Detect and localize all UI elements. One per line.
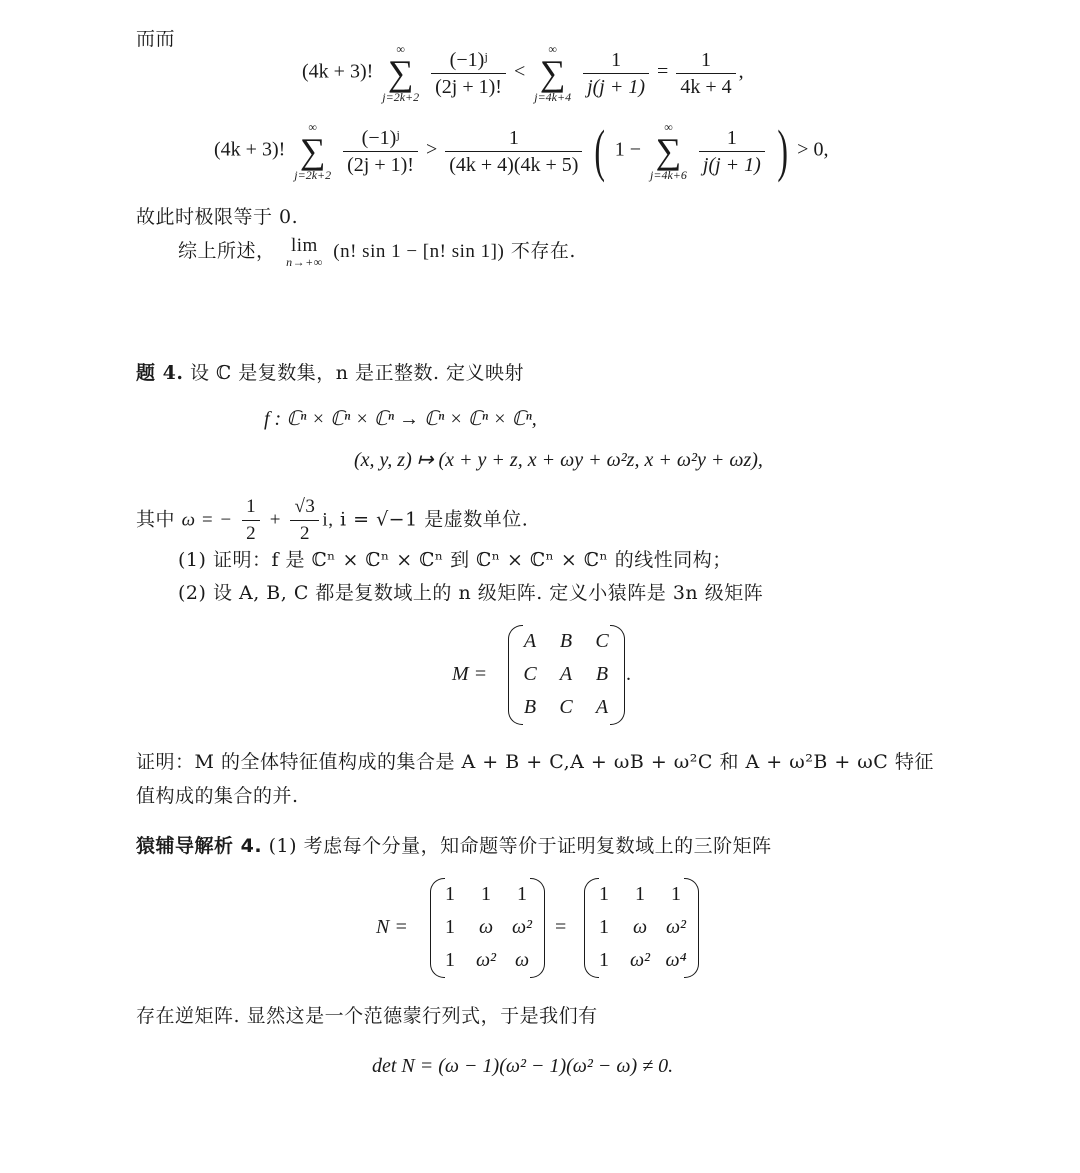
eq1-frac2-num: 1 xyxy=(583,49,649,74)
eq1-lhs: (4k + 3)! xyxy=(302,60,374,83)
eq1-frac3-num: 1 xyxy=(676,49,735,74)
matrix-M xyxy=(508,625,620,724)
eq2-sum2-sub: j=4k+6 xyxy=(650,168,687,182)
eq2-frac1-num: (−1)ʲ xyxy=(343,127,418,152)
matrix-N-cell: ω xyxy=(478,916,494,938)
eq1-rel1: < xyxy=(513,60,526,83)
matrix-N2-cell: 1 xyxy=(671,883,681,905)
map-line-1: f : ℂⁿ × ℂⁿ × ℂⁿ → ℂⁿ × ℂⁿ × ℂⁿ, xyxy=(264,408,537,430)
eq1-sum1-sub: j=2k+2 xyxy=(382,90,420,104)
right-paren-icon: ) xyxy=(777,118,788,183)
eq2-lhs: (4k + 3)! xyxy=(214,138,286,161)
eq2-frac3-num: 1 xyxy=(699,127,765,152)
eq1-frac1 xyxy=(431,49,506,98)
eq2-frac2 xyxy=(445,127,582,176)
matrix-M-cell: B xyxy=(523,696,537,718)
text-guci: 故此时极限等于 0. xyxy=(136,206,299,228)
matrix-M-cell: B xyxy=(559,630,573,652)
matrix-N-left-bracket xyxy=(430,878,445,978)
qizhong-label: 其中 xyxy=(136,508,176,531)
proof-statement-line-1: 证明：M 的全体特征值构成的集合是 A + B + C,A + ωB + ω²C 和 A + ω²B + ωC 特征 xyxy=(136,751,934,773)
conclusion-prefix: 综上所述， xyxy=(178,240,276,262)
problem-4-text: 设 ℂ 是复数集，n 是正整数. 定义映射 xyxy=(190,362,525,384)
eq2-frac1-den: (2j + 1)! xyxy=(347,153,414,176)
solution-4-heading: 猿辅导解析 4. xyxy=(136,835,263,857)
text-inverse-exists: 存在逆矩阵. 显然这是一个范德蒙行列式，于是我们有 xyxy=(136,1005,598,1027)
omega-frac2-den: 2 xyxy=(299,523,310,544)
matrix-M-cell: A xyxy=(559,663,573,685)
eq1-sum2-sub: j=4k+4 xyxy=(534,90,572,104)
equation-1 xyxy=(302,42,744,104)
sigma-icon: ∑ xyxy=(299,131,326,171)
conclusion-suffix: 不存在. xyxy=(510,240,576,262)
matrix-M-left-bracket xyxy=(508,625,523,725)
matrix-M-table xyxy=(512,625,620,724)
eq1-frac3 xyxy=(676,49,735,98)
matrix-N2-cell: 1 xyxy=(599,916,609,938)
problem-4-heading: 题 4. xyxy=(136,362,184,384)
part-2-text: (2) 设 A, B, C 都是复数域上的 n 级矩阵. 定义小猿阵是 3n 级矩阵 xyxy=(178,582,764,604)
left-paren-icon: ( xyxy=(594,118,606,183)
map-line-2: (x, y, z) ↦ (x + y + z, x + ωy + ω²z, x + ω²y + ωz), xyxy=(354,449,763,471)
omega-frac2 xyxy=(290,496,319,545)
matrix-M-right-bracket xyxy=(610,625,625,725)
eq2-frac3 xyxy=(699,127,765,176)
eq2-sum1-sub: j=2k+2 xyxy=(294,168,332,182)
eq1-frac1-den: (2j + 1)! xyxy=(435,75,502,98)
matrix-M-tail: . xyxy=(626,663,631,685)
eq2-sum2 xyxy=(650,120,687,182)
solution-4-line xyxy=(136,831,772,858)
conclusion-line xyxy=(178,236,576,268)
eq1-frac2-den: j(j + 1) xyxy=(587,75,646,98)
matrix-N-cell: 1 xyxy=(517,883,527,905)
matrix-N2-right-bracket xyxy=(684,878,699,978)
matrix-N-cell: 1 xyxy=(445,916,455,938)
matrix-N-equals: = xyxy=(555,916,567,938)
eq2-rel1: > xyxy=(425,138,438,161)
equation-2 xyxy=(214,120,828,182)
omega-def-line xyxy=(136,496,528,545)
part-1-text: (1) 证明：f 是 ℂⁿ × ℂⁿ × ℂⁿ 到 ℂⁿ × ℂⁿ × ℂⁿ 的线性同构； xyxy=(178,549,732,571)
sigma-icon: ∑ xyxy=(655,131,682,171)
omega-frac1 xyxy=(242,496,260,545)
matrix-N-table-2 xyxy=(586,878,694,977)
matrix-N-left xyxy=(430,878,540,977)
omega-frac1-den: 2 xyxy=(246,523,257,544)
eq2-one-minus: 1 − xyxy=(614,138,642,161)
eq2-frac3-den: j(j + 1) xyxy=(702,153,761,176)
matrix-N2-cell: 1 xyxy=(599,949,609,971)
limit-sub: n→+∞ xyxy=(286,255,323,269)
eq1-sum1 xyxy=(382,42,419,104)
matrix-N2-cell: 1 xyxy=(599,883,609,905)
matrix-N2-cell: ω xyxy=(632,916,648,938)
eq2-frac1 xyxy=(343,127,418,176)
eq1-sum2-sup: ∞ xyxy=(548,42,557,56)
eq1-frac1-num: (−1)ʲ xyxy=(431,49,506,74)
matrix-M-cell: C xyxy=(595,630,609,652)
solution-4-text: (1) 考虑每个分量，知命题等价于证明复数域上的三阶矩阵 xyxy=(268,835,772,857)
limit-expr xyxy=(286,236,323,268)
matrix-N2-cell: ω⁴ xyxy=(665,949,687,971)
matrix-N-table-1 xyxy=(432,878,540,977)
matrix-N-label: N = xyxy=(376,916,408,938)
omega-lhs: ω = − xyxy=(181,509,233,531)
omega-frac2-num: √3 xyxy=(290,496,319,521)
proof-statement-line-2: 值构成的集合的并. xyxy=(136,785,299,807)
text-er-er: 而而 xyxy=(136,28,176,50)
matrix-N2-cell: ω² xyxy=(629,949,651,971)
eq2-frac2-num: 1 xyxy=(445,127,582,152)
matrix-N-right xyxy=(584,878,694,977)
matrix-N-cell: 1 xyxy=(445,883,455,905)
matrix-M-label: M = xyxy=(452,663,488,685)
limit-word: lim xyxy=(290,235,318,256)
matrix-N2-cell: 1 xyxy=(635,883,645,905)
eq1-frac3-den: 4k + 4 xyxy=(680,75,732,98)
omega-frac1-num: 1 xyxy=(242,496,260,521)
matrix-N-cell: 1 xyxy=(481,883,491,905)
eq1-tail: , xyxy=(738,60,744,83)
matrix-N-cell: ω² xyxy=(475,949,497,971)
omega-plus: + xyxy=(269,509,281,531)
eq2-sum1 xyxy=(294,120,331,182)
sigma-icon: ∑ xyxy=(387,53,414,93)
sigma-icon: ∑ xyxy=(539,53,566,93)
matrix-N-cell: ω xyxy=(514,949,530,971)
eq1-sum2 xyxy=(534,42,571,104)
problem-4-line xyxy=(136,358,524,385)
matrix-N-cell: ω² xyxy=(511,916,533,938)
eq2-sum2-sup: ∞ xyxy=(664,120,673,134)
matrix-N2-left-bracket xyxy=(584,878,599,978)
eq1-rel2: = xyxy=(657,60,669,83)
matrix-M-cell: B xyxy=(595,663,609,685)
limit-body: (n! sin 1 − [n! sin 1]) xyxy=(333,241,505,262)
eq2-sum1-sup: ∞ xyxy=(308,120,317,134)
matrix-M-cell: C xyxy=(559,696,573,718)
eq2-tail: > 0, xyxy=(797,138,829,161)
matrix-N-right-bracket xyxy=(530,878,545,978)
eq2-frac2-den: (4k + 4)(4k + 5) xyxy=(449,153,579,176)
eq1-sum1-sup: ∞ xyxy=(396,42,405,56)
det-equation: det N = (ω − 1)(ω² − 1)(ω² − ω) ≠ 0. xyxy=(372,1055,674,1077)
matrix-M-cell: C xyxy=(523,663,537,685)
matrix-N2-cell: ω² xyxy=(665,916,687,938)
imaginary-unit-text: i = √−1 是虚数单位. xyxy=(340,508,529,531)
matrix-M-cell: A xyxy=(595,696,609,718)
eq1-frac2 xyxy=(583,49,649,98)
omega-tail: i, xyxy=(322,509,334,531)
matrix-M-cell: A xyxy=(523,630,537,652)
matrix-N-cell: 1 xyxy=(445,949,455,971)
